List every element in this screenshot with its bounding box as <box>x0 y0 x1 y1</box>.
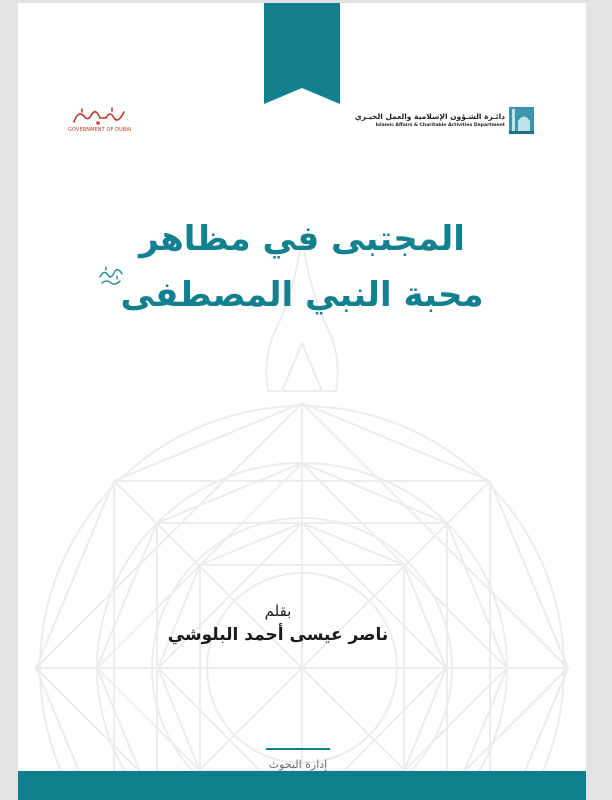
byline-label: بقلم <box>264 602 292 620</box>
government-caption: GOVERNMENT OF DUBAI <box>68 127 132 133</box>
bookmark-ribbon <box>264 3 340 104</box>
author-name: ناصر عيسى أحمد البلوشي <box>167 625 389 645</box>
department-block <box>248 748 348 772</box>
book-title <box>58 211 546 323</box>
dubai-calligraphy-emblem <box>68 106 130 126</box>
salawat-honorific-glyph <box>98 265 124 287</box>
department-name-english: Islamic Affairs & Charitable Activities Department <box>375 123 505 128</box>
department-divider <box>266 748 330 750</box>
footer-band <box>18 771 586 800</box>
department-name-arabic: دائـرة الشـؤون الإسلامية والعمل الخيـري <box>354 112 505 121</box>
government-of-dubai-logo <box>68 106 130 138</box>
iacad-department-logo <box>354 107 534 137</box>
title-line-2: محبة النبي المصطفى <box>120 275 484 315</box>
mosque-emblem-icon <box>509 107 534 134</box>
cover-page <box>18 3 586 800</box>
department-label: إدارة البحوث <box>268 758 328 771</box>
title-line-1: المجتبى في مظاهر <box>139 219 465 259</box>
